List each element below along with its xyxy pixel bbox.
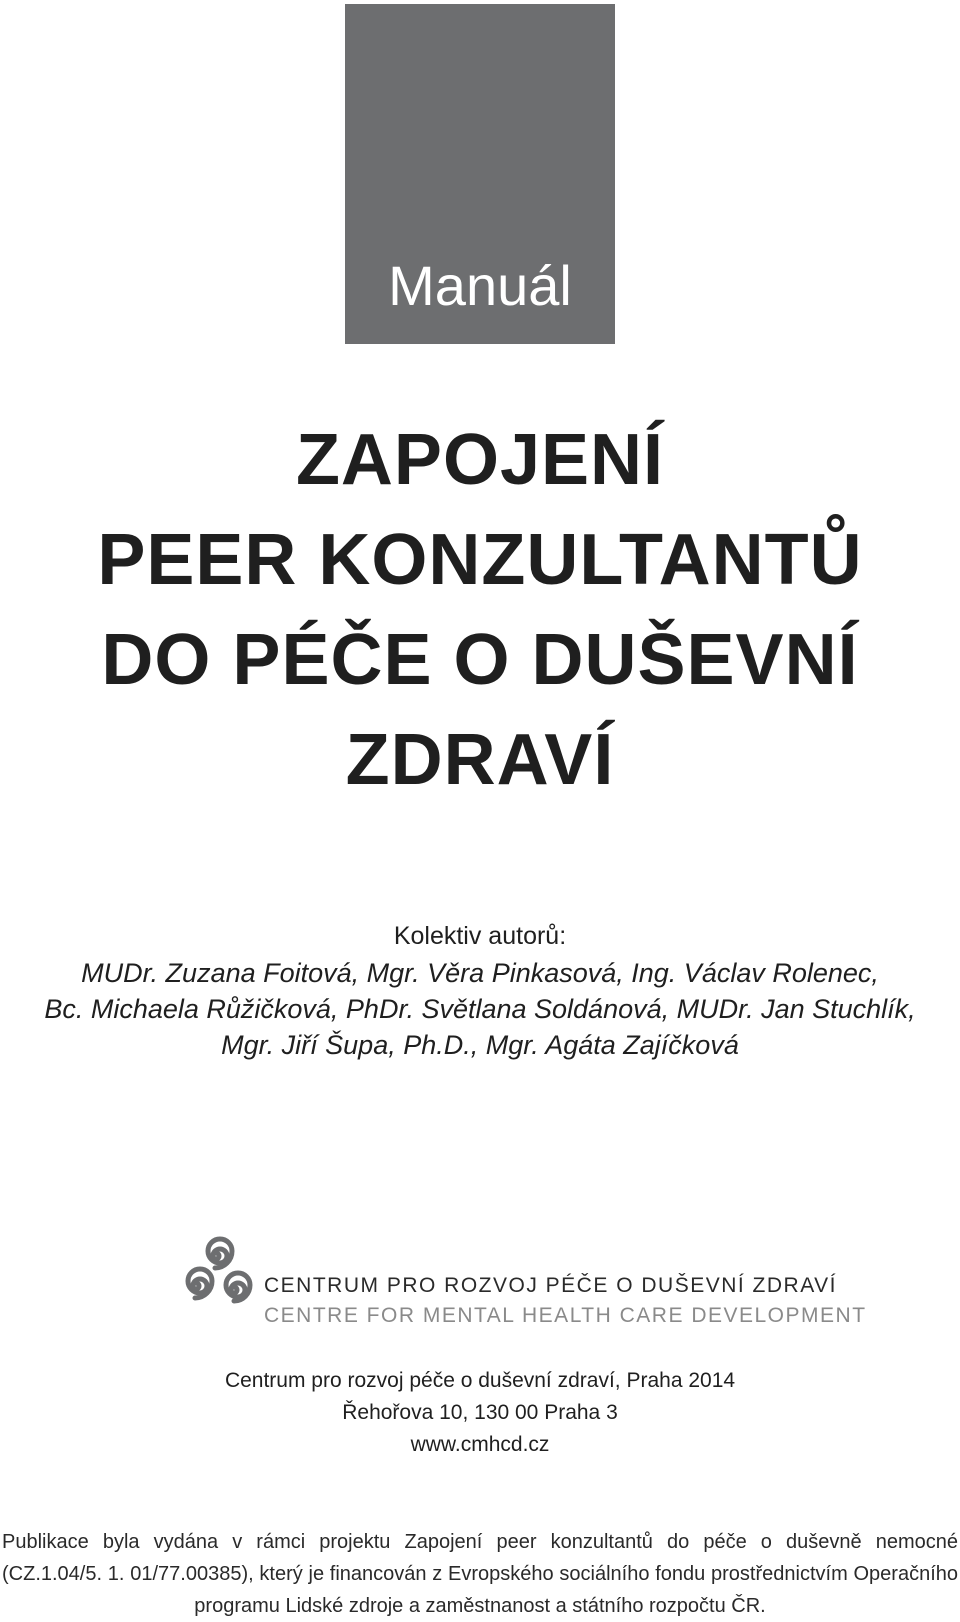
authors-line-2: Bc. Michaela Růžičková, PhDr. Světlana Soldánová, MUDr. Jan Stuchlík, <box>44 994 916 1024</box>
document-title <box>0 410 960 810</box>
authors-list <box>0 955 960 1063</box>
triple-spiral-icon <box>176 1228 256 1316</box>
title-line-2: PEER KONZULTANTŮ <box>97 520 863 600</box>
authors-line-3: Mgr. Jiří Šupa, Ph.D., Mgr. Agáta Zajíčková <box>221 1030 739 1060</box>
manual-label: Manuál <box>388 254 572 317</box>
publisher-line-1: Centrum pro rozvoj péče o duševní zdraví, Praha 2014 <box>224 1369 736 1392</box>
title-line-4: ZDRAVÍ <box>345 720 615 800</box>
footnote-line-2: (CZ.1.04/5. 1. 01/77.00385), který je financován z Evropského sociálního fondu prostřednictvím Operačního <box>2 1563 958 1585</box>
title-line-3: DO PÉČE O DUŠEVNÍ <box>101 620 859 700</box>
organization-name-en: CENTRE FOR MENTAL HEALTH CARE DEVELOPMENT <box>264 1304 867 1327</box>
funding-footnote <box>2 1526 958 1622</box>
publisher-website-link[interactable]: www.cmhcd.cz <box>410 1433 550 1456</box>
title-line-1: ZAPOJENÍ <box>295 420 665 500</box>
publisher-address: Řehořova 10, 130 00 Praha 3 <box>342 1401 618 1424</box>
footnote-line-1: Publikace byla vydána v rámci projektu Zapojení peer konzultantů do péče o duševně nemocné <box>2 1531 958 1553</box>
authors-line-1: MUDr. Zuzana Foitová, Mgr. Věra Pinkasová, Ing. Václav Rolenec, <box>81 958 879 988</box>
footnote-line-3: programu Lidské zdroje a zaměstnanost a státního rozpočtu ČR. <box>194 1595 766 1617</box>
authors-heading: Kolektiv autorů: <box>393 922 567 950</box>
manual-label-box <box>345 4 615 344</box>
publisher-info <box>0 1365 960 1461</box>
organization-name-cz: CENTRUM PRO ROZVOJ PÉČE O DUŠEVNÍ ZDRAVÍ <box>264 1274 837 1297</box>
